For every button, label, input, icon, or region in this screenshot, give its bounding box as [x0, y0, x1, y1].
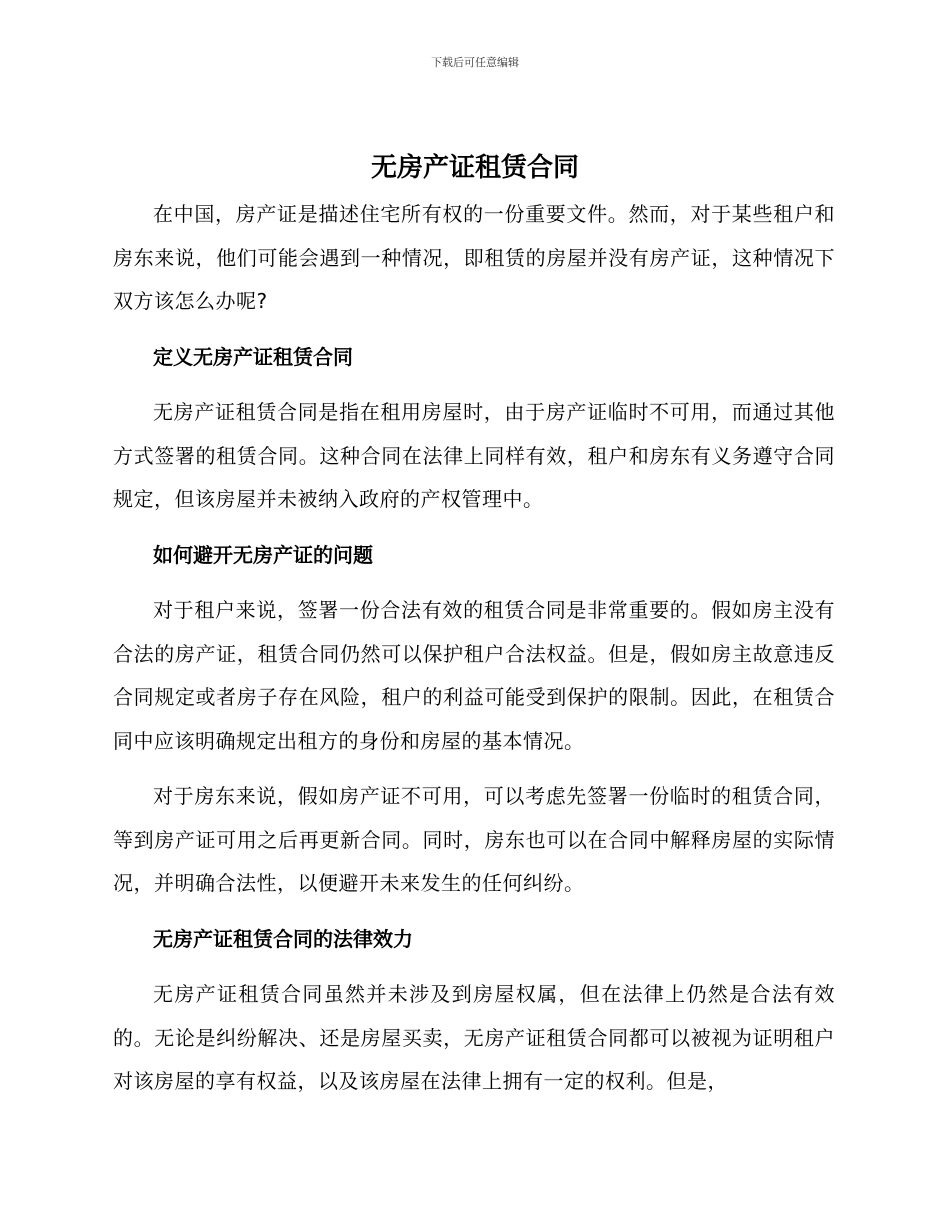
page-header-note: 下载后可任意编辑: [431, 56, 519, 69]
section-heading-definition: 定义无房产证租赁合同: [153, 344, 353, 369]
definition-paragraph: 无房产证租赁合同是指在租用房屋时，由于房产证临时不可用，而通过其他方式签署的租赁合同。这种合同在法律上同样有效，租户和房东有义务遵守合同规定，但该房屋并未被纳入政府的产权管理中。: [113, 400, 835, 511]
tenant-paragraph: 对于租户来说，签署一份合法有效的租赁合同是非常重要的。假如房主没有合法的房产证，租赁合同仍然可以保护租户合法权益。但是，假如房主故意违反合同规定或者房子存在风险，租户的利益可能受到保护的限制。因此，在租赁合同中应该明确规定出租方的身份和房屋的基本情况。: [113, 598, 835, 753]
document-title: 无房产证租赁合同: [370, 153, 579, 183]
legal-effect-paragraph: 无房产证租赁合同虽然并未涉及到房屋权属，但在法律上仍然是合法有效的。无论是纠纷解决、还是房屋买卖，无房产证租赁合同都可以被视为证明租户对该房屋的享有权益，以及该房屋在法律上拥有一定的权利。但是，: [113, 982, 835, 1093]
intro-paragraph: 在中国，房产证是描述住宅所有权的一份重要文件。然而，对于某些租户和房东来说，他们可能会遇到一种情况，即租赁的房屋并没有房产证，这种情况下双方该怎么办呢?: [113, 202, 835, 313]
section-heading-legal-effect: 无房产证租赁合同的法律效力: [153, 926, 413, 951]
document-body: [113, 193, 835, 1116]
section-heading-avoidance: 如何避开无房产证的问题: [153, 542, 373, 567]
landlord-paragraph: 对于房东来说，假如房产证不可用，可以考虑先签署一份临时的租赁合同，等到房产证可用之后再更新合同。同时，房东也可以在合同中解释房屋的实际情况，并明确合法性，以便避开未来发生的任何纠纷。: [113, 784, 835, 895]
